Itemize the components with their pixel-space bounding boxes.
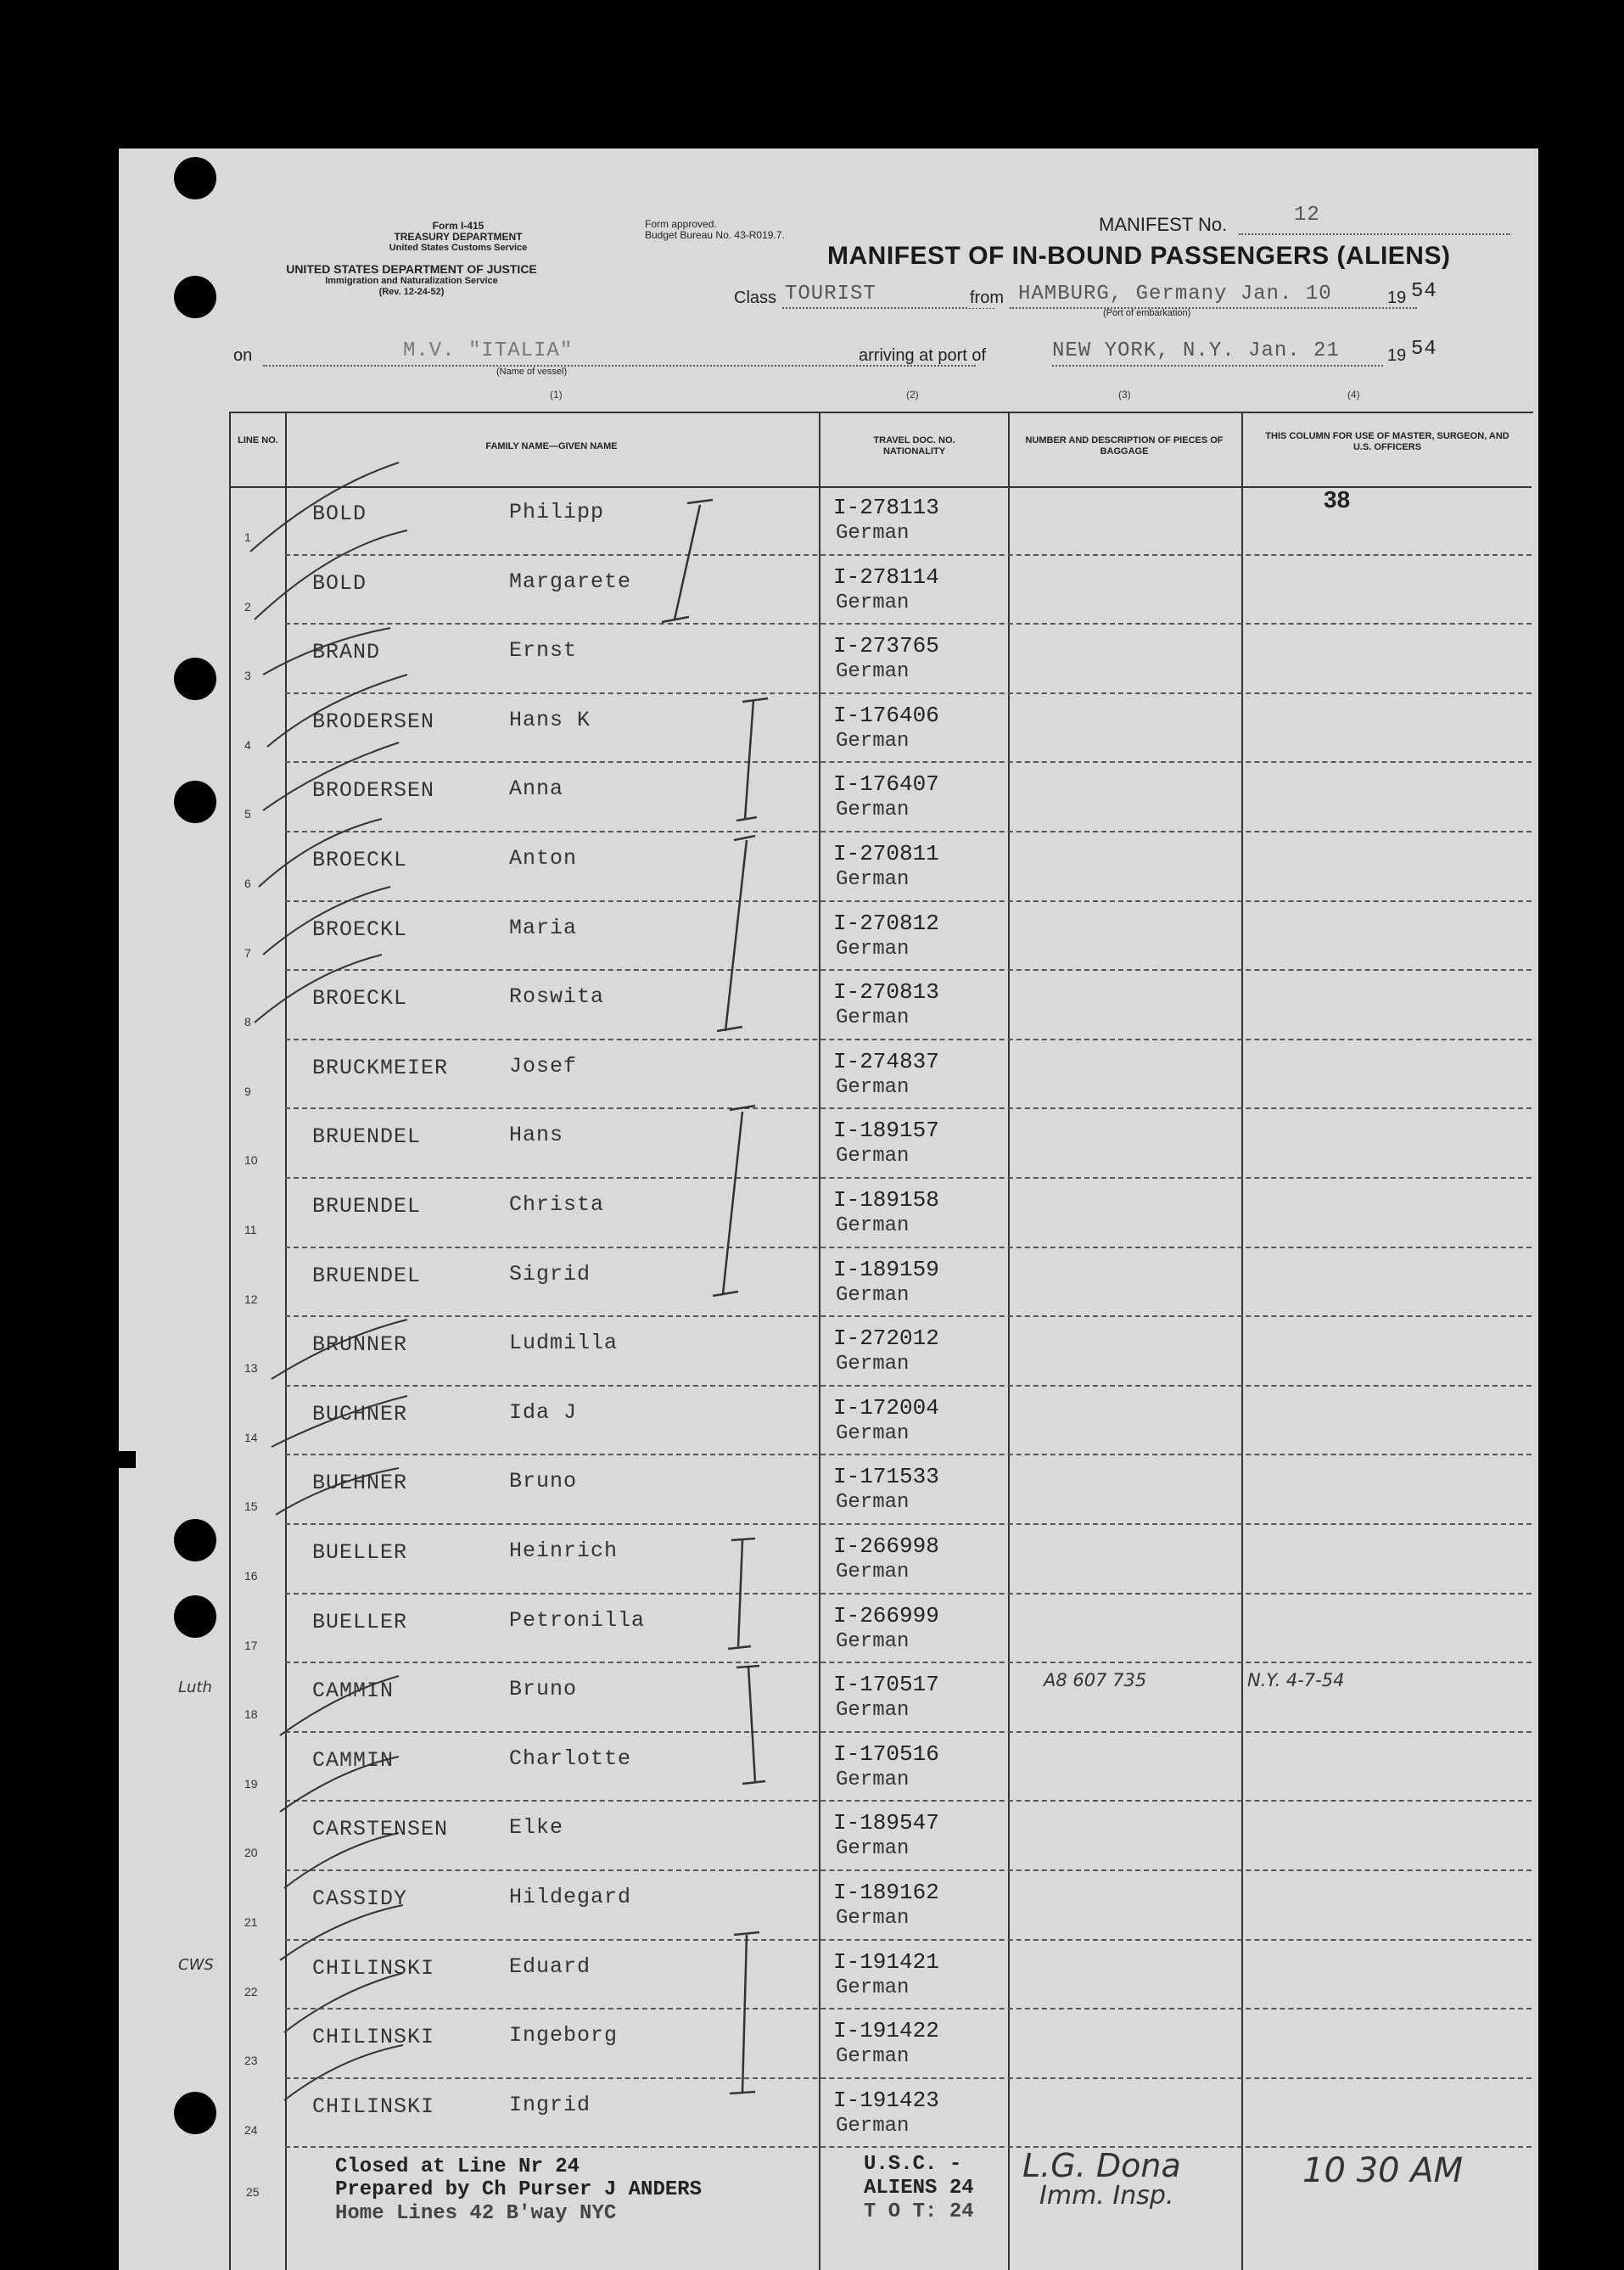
- inspector-signature: L.G. Dona: [1022, 2147, 1181, 2184]
- given-name: Ingeborg: [509, 2023, 619, 2049]
- line-number: 21: [244, 1915, 258, 1929]
- line-number: 14: [244, 1430, 258, 1444]
- line-number: 16: [244, 1569, 258, 1583]
- family-name: CARSTENSEN: [312, 1817, 449, 1842]
- family-name: BROECKL: [312, 916, 408, 942]
- nationality: German: [836, 937, 910, 961]
- given-name: Anna: [509, 776, 564, 802]
- nationality: German: [836, 522, 910, 545]
- tick-mark: [284, 2045, 403, 2100]
- travel-doc-number: I-278114: [833, 563, 939, 590]
- family-name: BRODERSEN: [312, 778, 435, 804]
- footer-prepared: Prepared by Ch Purser J ANDERS: [335, 2178, 703, 2201]
- family-name: BRUNNER: [312, 1332, 408, 1358]
- col-num-3: (3): [1118, 389, 1131, 401]
- nationality: German: [836, 660, 910, 684]
- tick-mark: [280, 1757, 399, 1812]
- bracket-mark: [717, 836, 755, 1031]
- family-name: CHILINSKI: [312, 2093, 435, 2119]
- line-number: 17: [244, 1638, 258, 1652]
- line-number: 6: [244, 877, 251, 890]
- given-name: Ernst: [509, 638, 578, 664]
- footer-aliens: ALIENS 24: [864, 2177, 974, 2200]
- nationality: German: [836, 1629, 910, 1653]
- year2-value: 54: [1411, 338, 1437, 361]
- travel-doc-number: I-189162: [833, 1880, 939, 1905]
- family-name: BRUCKMEIER: [312, 1055, 449, 1080]
- ins-service: Immigration and Naturalization Service: [325, 276, 498, 286]
- on-label: on: [233, 346, 253, 365]
- col-num-4: (4): [1347, 389, 1360, 401]
- bracket-mark: [728, 1539, 755, 1649]
- bracket-mark: [736, 698, 768, 821]
- family-name: BRUENDEL: [312, 1124, 422, 1150]
- travel-doc-number: I-170517: [833, 1672, 939, 1698]
- tick-mark: [272, 1320, 407, 1379]
- class-value: TOURIST: [785, 283, 876, 305]
- nationality: German: [836, 1421, 910, 1445]
- nationality: German: [836, 1976, 910, 1999]
- bracket-mark: [736, 1666, 765, 1784]
- line-number: 4: [244, 737, 251, 752]
- travel-doc-number: I-176407: [833, 771, 939, 798]
- nationality: German: [836, 1561, 910, 1583]
- given-name: Ingrid: [509, 2092, 591, 2117]
- col-header-travel-doc: TRAVEL DOC. NO. NATIONALITY: [873, 435, 955, 457]
- travel-doc-number: I-191421: [833, 1948, 939, 1975]
- line-number: 3: [244, 669, 251, 683]
- footer-usc: U.S.C. -: [864, 2153, 962, 2176]
- tick-mark: [284, 1973, 403, 2032]
- given-name: Bruno: [509, 1469, 578, 1494]
- col-num-1: (1): [550, 389, 563, 401]
- year1-prefix: 19: [1387, 289, 1407, 307]
- line-number: 12: [244, 1292, 258, 1306]
- customs-service: United States Customs Service: [389, 243, 528, 253]
- form-number: Form I-415: [432, 220, 484, 232]
- nationality: German: [836, 2114, 910, 2138]
- line-number: 18: [244, 1707, 258, 1722]
- family-name: BOLD: [312, 570, 367, 596]
- vessel-value: M.V. "ITALIA": [403, 339, 574, 362]
- family-name: BUEHNER: [312, 1471, 408, 1496]
- officers-count: 38: [1324, 486, 1351, 513]
- family-name: BRUENDEL: [312, 1194, 422, 1219]
- tick-mark: [263, 743, 399, 810]
- nationality: German: [836, 1491, 910, 1515]
- bracket-marks: [119, 149, 1538, 2270]
- inspector-title: Imm. Insp.: [1039, 2181, 1174, 2211]
- year1-value: 54: [1411, 280, 1437, 303]
- family-name: BUELLER: [312, 1609, 408, 1634]
- line-number: 15: [244, 1499, 258, 1514]
- family-name: BROECKL: [312, 848, 408, 872]
- line-number: 24: [244, 2122, 258, 2137]
- given-name: Charlotte: [509, 1746, 632, 1771]
- given-name: Christa: [509, 1192, 605, 1217]
- budget-bureau: Budget Bureau No. 43-R019.7.: [645, 229, 785, 241]
- closing-time: 10 30 AM: [1302, 2151, 1464, 2190]
- travel-doc-number: I-266999: [833, 1602, 939, 1628]
- nationality: German: [836, 1145, 910, 1169]
- nationality: German: [836, 868, 910, 891]
- line-number: 23: [244, 2054, 258, 2068]
- family-name: CAMMIN: [312, 1679, 395, 1704]
- line-number: 2: [244, 599, 251, 614]
- given-name: Ludmilla: [509, 1331, 619, 1356]
- col-header-line: LINE NO.: [238, 435, 278, 446]
- travel-doc-number: I-189547: [833, 1810, 939, 1836]
- bracket-mark: [713, 1106, 755, 1296]
- given-name: Anton: [509, 846, 578, 871]
- line-number: 10: [244, 1153, 258, 1168]
- nationality: German: [836, 799, 910, 822]
- from-value: HAMBURG, Germany Jan. 10: [1018, 283, 1332, 305]
- nationality: German: [836, 1837, 910, 1861]
- bracket-mark: [730, 1932, 759, 2093]
- revision: (Rev. 12-24-52): [378, 287, 445, 297]
- travel-doc-number: I-266998: [833, 1533, 939, 1559]
- tick-mark: [250, 462, 399, 552]
- travel-doc-number: I-189157: [833, 1118, 939, 1144]
- family-name: CHILINSKI: [312, 1955, 435, 1981]
- given-name: Philipp: [509, 500, 605, 524]
- nationality: German: [836, 1907, 910, 1930]
- given-name: Sigrid: [509, 1261, 591, 1286]
- travel-doc-number: I-171533: [833, 1464, 939, 1490]
- given-name: Petronilla: [509, 1607, 646, 1633]
- line-number: 5: [244, 807, 251, 821]
- line-number: 20: [244, 1846, 258, 1860]
- family-name: BROECKL: [312, 986, 408, 1012]
- tick-mark: [267, 675, 407, 747]
- tick-mark: [280, 1905, 403, 1960]
- nationality: German: [836, 1699, 910, 1723]
- family-name: BUELLER: [312, 1540, 408, 1565]
- treasury-dept: TREASURY DEPARTMENT: [394, 231, 523, 243]
- nationality: German: [836, 1214, 910, 1237]
- tick-mark: [255, 955, 382, 1023]
- family-name: CAMMIN: [312, 1747, 395, 1773]
- nationality: German: [836, 1353, 910, 1376]
- given-name: Heinrich: [509, 1539, 619, 1563]
- line-number: 19: [244, 1776, 258, 1791]
- travel-doc-number: I-278113: [833, 495, 939, 520]
- nationality: German: [836, 1075, 910, 1099]
- col-header-baggage: NUMBER AND DESCRIPTION OF PIECES OF BAGGAGE: [1025, 435, 1224, 457]
- nationality: German: [836, 1006, 910, 1030]
- tick-mark: [263, 887, 390, 955]
- travel-doc-number: I-273765: [833, 633, 939, 659]
- vessel-note: (Name of vessel): [496, 367, 568, 377]
- officer-note: N.Y. 4-7-54: [1247, 1670, 1345, 1691]
- travel-doc-number: I-189158: [833, 1187, 939, 1213]
- travel-doc-number: I-191422: [833, 2018, 939, 2044]
- family-name: BRAND: [312, 640, 381, 665]
- given-name: Roswita: [509, 984, 605, 1010]
- family-name: BRUENDEL: [312, 1263, 422, 1288]
- tick-mark: [280, 1676, 399, 1735]
- tick-mark: [259, 819, 382, 887]
- baggage-description: A8 607 735: [1044, 1670, 1147, 1691]
- arriving-value: NEW YORK, N.Y. Jan. 21: [1052, 339, 1340, 362]
- given-name: Hans: [509, 1123, 564, 1148]
- family-name: CASSIDY: [312, 1886, 408, 1911]
- from-label: from: [967, 289, 1006, 308]
- travel-doc-number: I-191423: [833, 2087, 939, 2113]
- nationality: German: [836, 591, 910, 614]
- travel-doc-number: I-176406: [833, 702, 939, 728]
- footer-closed: Closed at Line Nr 24: [335, 2155, 580, 2178]
- travel-doc-number: I-270812: [833, 910, 939, 936]
- manifest-no-label: MANIFEST No.: [1099, 214, 1228, 235]
- form-approved: Form approved.: [645, 218, 717, 230]
- given-name: Eduard: [509, 1953, 591, 1979]
- given-name: Josef: [509, 1053, 578, 1079]
- travel-doc-number: I-172004: [833, 1394, 939, 1421]
- justice-dept: UNITED STATES DEPARTMENT OF JUSTICE: [286, 262, 537, 276]
- tick-mark: [263, 628, 390, 675]
- given-name: Margarete: [509, 569, 632, 594]
- margin-note: Luth: [178, 1679, 212, 1697]
- nationality: German: [836, 729, 910, 753]
- given-name: Ida J: [509, 1399, 578, 1425]
- nationality: German: [836, 1283, 910, 1307]
- col-num-2: (2): [906, 389, 919, 401]
- port-embark-note: (Port of embarkation): [1103, 308, 1191, 318]
- line-number: 1: [244, 530, 251, 544]
- line-number: 8: [244, 1015, 251, 1029]
- manifest-no-value: 12: [1294, 204, 1320, 227]
- arriving-label: arriving at port of: [859, 346, 987, 365]
- travel-doc-number: I-170516: [833, 1740, 939, 1767]
- footer-tot: T O T: 24: [864, 2200, 974, 2223]
- class-label: Class: [734, 289, 777, 307]
- family-name: BRODERSEN: [312, 709, 435, 734]
- given-name: Hans K: [509, 707, 591, 732]
- manifest-sheet: [119, 149, 1538, 2270]
- footer-line-number: 25: [246, 2185, 260, 2199]
- given-name: Maria: [509, 915, 578, 940]
- travel-doc-number: I-270811: [833, 841, 939, 866]
- line-number: 9: [244, 1084, 251, 1098]
- bracket-mark: [662, 500, 713, 622]
- travel-doc-number: I-189159: [833, 1256, 939, 1282]
- given-name: Elke: [509, 1815, 564, 1841]
- line-number: 11: [244, 1223, 257, 1236]
- nationality: German: [836, 1768, 910, 1791]
- tick-mark: [284, 1833, 399, 1888]
- line-number: 7: [244, 945, 251, 960]
- col-header-officers: THIS COLUMN FOR USE OF MASTER, SURGEON, AND U.S. OFFICERS: [1265, 431, 1509, 452]
- tick-mark: [276, 1468, 399, 1515]
- travel-doc-number: I-272012: [833, 1326, 939, 1352]
- family-name: CHILINSKI: [312, 2025, 435, 2050]
- nationality: German: [836, 2045, 910, 2069]
- line-number: 13: [244, 1361, 258, 1376]
- given-name: Bruno: [509, 1677, 578, 1702]
- year2-prefix: 19: [1387, 346, 1407, 365]
- line-number: 22: [244, 1984, 258, 1998]
- travel-doc-number: I-274837: [833, 1048, 939, 1074]
- family-name: BOLD: [312, 502, 367, 526]
- margin-note: CWS: [178, 1955, 214, 1974]
- tick-mark: [255, 530, 407, 619]
- manifest-title: MANIFEST OF IN-BOUND PASSENGERS (ALIENS): [827, 242, 1451, 270]
- family-name: BUCHNER: [312, 1401, 408, 1426]
- col-header-name: FAMILY NAME—GIVEN NAME: [485, 441, 618, 451]
- tick-mark: [272, 1396, 407, 1447]
- given-name: Hildegard: [509, 1885, 632, 1909]
- travel-doc-number: I-270813: [833, 979, 939, 1006]
- footer-homelines: Home Lines 42 B'way NYC: [335, 2202, 617, 2225]
